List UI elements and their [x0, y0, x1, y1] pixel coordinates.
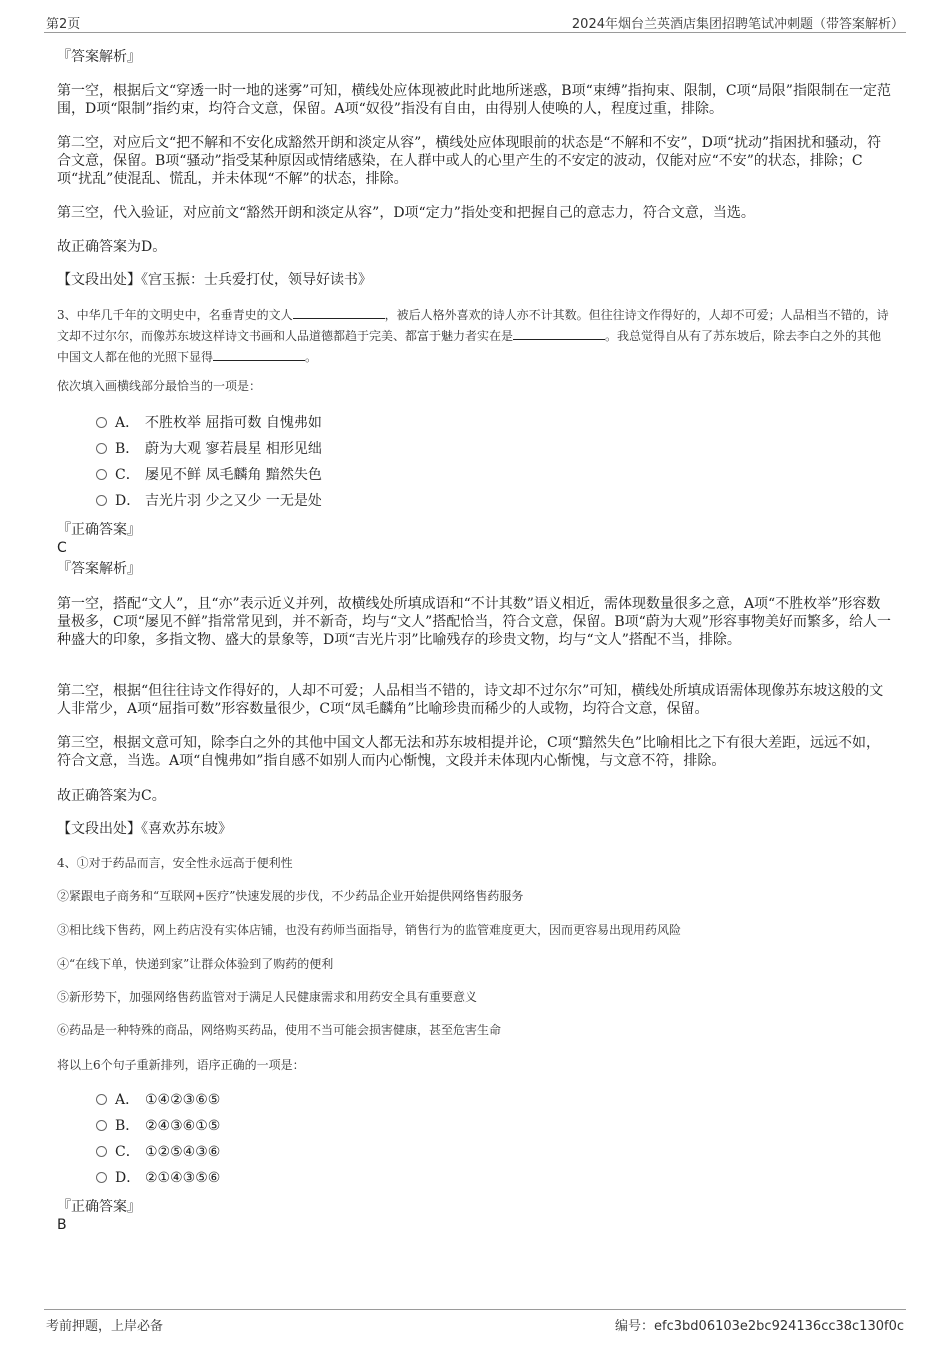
radio-icon[interactable] [96, 469, 107, 480]
q4-sentence-1: 4、①对于药品而言，安全性永远高于便利性 [57, 856, 293, 870]
q2-analysis-label: 『答案解析』 [57, 49, 141, 65]
page-footer [44, 1309, 906, 1336]
q4-option-b[interactable]: B． ②④③⑥①⑤ [96, 1116, 220, 1136]
q3-option-a[interactable]: A． 不胜枚举 屈指可数 自愧弗如 [96, 413, 322, 433]
q3-analysis-label: 『答案解析』 [57, 561, 141, 577]
q4-sentence-5: ⑤新形势下，加强网络售药监管对于满足人民健康需求和用药安全具有重要意义 [57, 990, 478, 1004]
q4-option-c[interactable]: C． ①②⑤④③⑥ [96, 1142, 220, 1162]
q4-correct-answer: B [57, 1217, 67, 1233]
radio-icon[interactable] [96, 1094, 107, 1105]
radio-icon[interactable] [96, 1172, 107, 1183]
q4-option-a[interactable]: A． ①④②③⑥⑤ [96, 1090, 220, 1110]
q3-source: 【文段出处】《喜欢苏东坡》 [57, 821, 232, 837]
q2-conclusion: 故正确答案为D。 [57, 239, 167, 255]
radio-icon[interactable] [96, 1120, 107, 1131]
q4-correct-label: 『正确答案』 [57, 1199, 141, 1215]
q3-analysis-para2: 第二空，根据“但往往诗文作得好的，人却不可爱；人品相当不错的，诗文却不过尔尔”可知，横线处所填成语需体现像苏东坡这般的文人非常少，A项“屈指可数”形容数量很少，C项“凤毛麟角”比喻珍贵而稀少的人或物，均符合文意，保留。 [57, 683, 884, 717]
blank-3 [213, 346, 305, 361]
blank-1 [293, 304, 385, 319]
q3-analysis-para3: 第三空，根据文意可知，除李白之外的其他中国文人都无法和苏东坡相提并论，C项“黯然失色”比喻相比之下有很大差距，远远不如，符合文意，当选。A项“自愧弗如”指自感不如别人而内心惭愧，文段并未体现内心惭愧，与文意不符，排除。 [57, 735, 881, 769]
radio-icon[interactable] [96, 417, 107, 428]
page-header [44, 10, 906, 33]
q4-sentence-2: ②紧跟电子商务和“互联网+医疗”快速发展的步伐，不少药品企业开始提供网络售药服务 [57, 889, 524, 903]
document-id: 编号：efc3bd06103e2bc924136cc38c130f0c [615, 1319, 904, 1334]
q3-stem: 3、中华几千年的文明史中，名垂青史的文人 ，被后人格外喜欢的诗人亦不计其数。但往往诗文作得好的，人却不可爱；人品相当不错的，诗文却不过尔尔，而像苏东坡这样诗文书画和人品道德都趋于完美、都富于魅力者实在是 。我总觉得自从有了苏东坡后，除去李白之外的其他中国文人都在他的光照下显得 。 [57, 304, 892, 367]
q3-correct-label: 『正确答案』 [57, 522, 141, 538]
q4-sentence-3: ③相比线下售药，网上药店没有实体店铺，也没有药师当面指导，销售行为的监管难度更大，因而更容易出现用药风险 [57, 923, 682, 937]
q3-option-c[interactable]: C． 屡见不鲜 凤毛麟角 黯然失色 [96, 465, 322, 485]
q4-option-d[interactable]: D． ②①④③⑤⑥ [96, 1168, 220, 1188]
q3-analysis-para1: 第一空，搭配“文人”，且“亦”表示近义并列，故横线处所填成语和“不计其数”语义相近，需体现数量很多之意，A项“不胜枚举”形容数量极多，C项“屡见不鲜”指常常见到，并不新奇，均与“文人”搭配恰当，符合文意，保留。B项“蔚为大观”形容事物美好而繁多，给人一种盛大的印象，多指文物、盛大的景象等，D项“吉光片羽”比喻残存的珍贵文物，均与“文人”搭配不当，排除。 [57, 596, 891, 648]
q3-correct-answer: C [57, 540, 67, 556]
q4-prompt: 将以上6个句子重新排列，语序正确的一项是： [57, 1058, 305, 1072]
page-number: 第2页 [46, 17, 81, 32]
q2-analysis-para3: 第三空，代入验证，对应前文“豁然开朗和淡定从容”，D项“定力”指处变和把握自己的意志力，符合文意，当选。 [57, 205, 755, 221]
q3-option-d[interactable]: D． 吉光片羽 少之又少 一无是处 [96, 491, 322, 511]
radio-icon[interactable] [96, 443, 107, 454]
blank-2 [513, 325, 605, 340]
q3-prompt: 依次填入画横线部分最恰当的一项是： [57, 379, 262, 393]
q2-source: 【文段出处】《宫玉振：士兵爱打仗，领导好读书》 [57, 272, 372, 288]
radio-icon[interactable] [96, 495, 107, 506]
q4-sentence-4: ④“在线下单，快递到家”让群众体验到了购药的便利 [57, 957, 334, 971]
document-title: 2024年烟台兰英酒店集团招聘笔试冲刺题（带答案解析） [571, 17, 904, 32]
q2-analysis-para2: 第二空，对应后文“把不解和不安化成豁然开朗和淡定从容”，横线处应体现眼前的状态是“不解和不安”，D项“扰动”指困扰和骚动，符合文意，保留。B项“骚动”指受某种原因或情绪感染，在人群中或人的心里产生的不安定的波动，仅能对应“不安”的状态，排除；C项“扰乱”使混乱、慌乱，并未体现“不解”的状态，排除。 [57, 135, 882, 187]
footer-slogan: 考前押题，上岸必备 [46, 1319, 164, 1334]
radio-icon[interactable] [96, 1146, 107, 1157]
q2-analysis-para1: 第一空，根据后文“穿透一时一地的迷雾”可知，横线处应体现被此时此地所迷惑，B项“束缚”指拘束、限制，C项“局限”指限制在一定范围，D项“限制”指约束，均符合文意，保留。A项“奴役”指没有自由，由得别人使唤的人，程度过重，排除。 [57, 83, 891, 117]
q3-option-b[interactable]: B． 蔚为大观 寥若晨星 相形见绌 [96, 439, 322, 459]
q3-conclusion: 故正确答案为C。 [57, 788, 166, 804]
q4-sentence-6: ⑥药品是一种特殊的商品，网络购买药品，使用不当可能会损害健康，甚至危害生命 [57, 1023, 502, 1037]
